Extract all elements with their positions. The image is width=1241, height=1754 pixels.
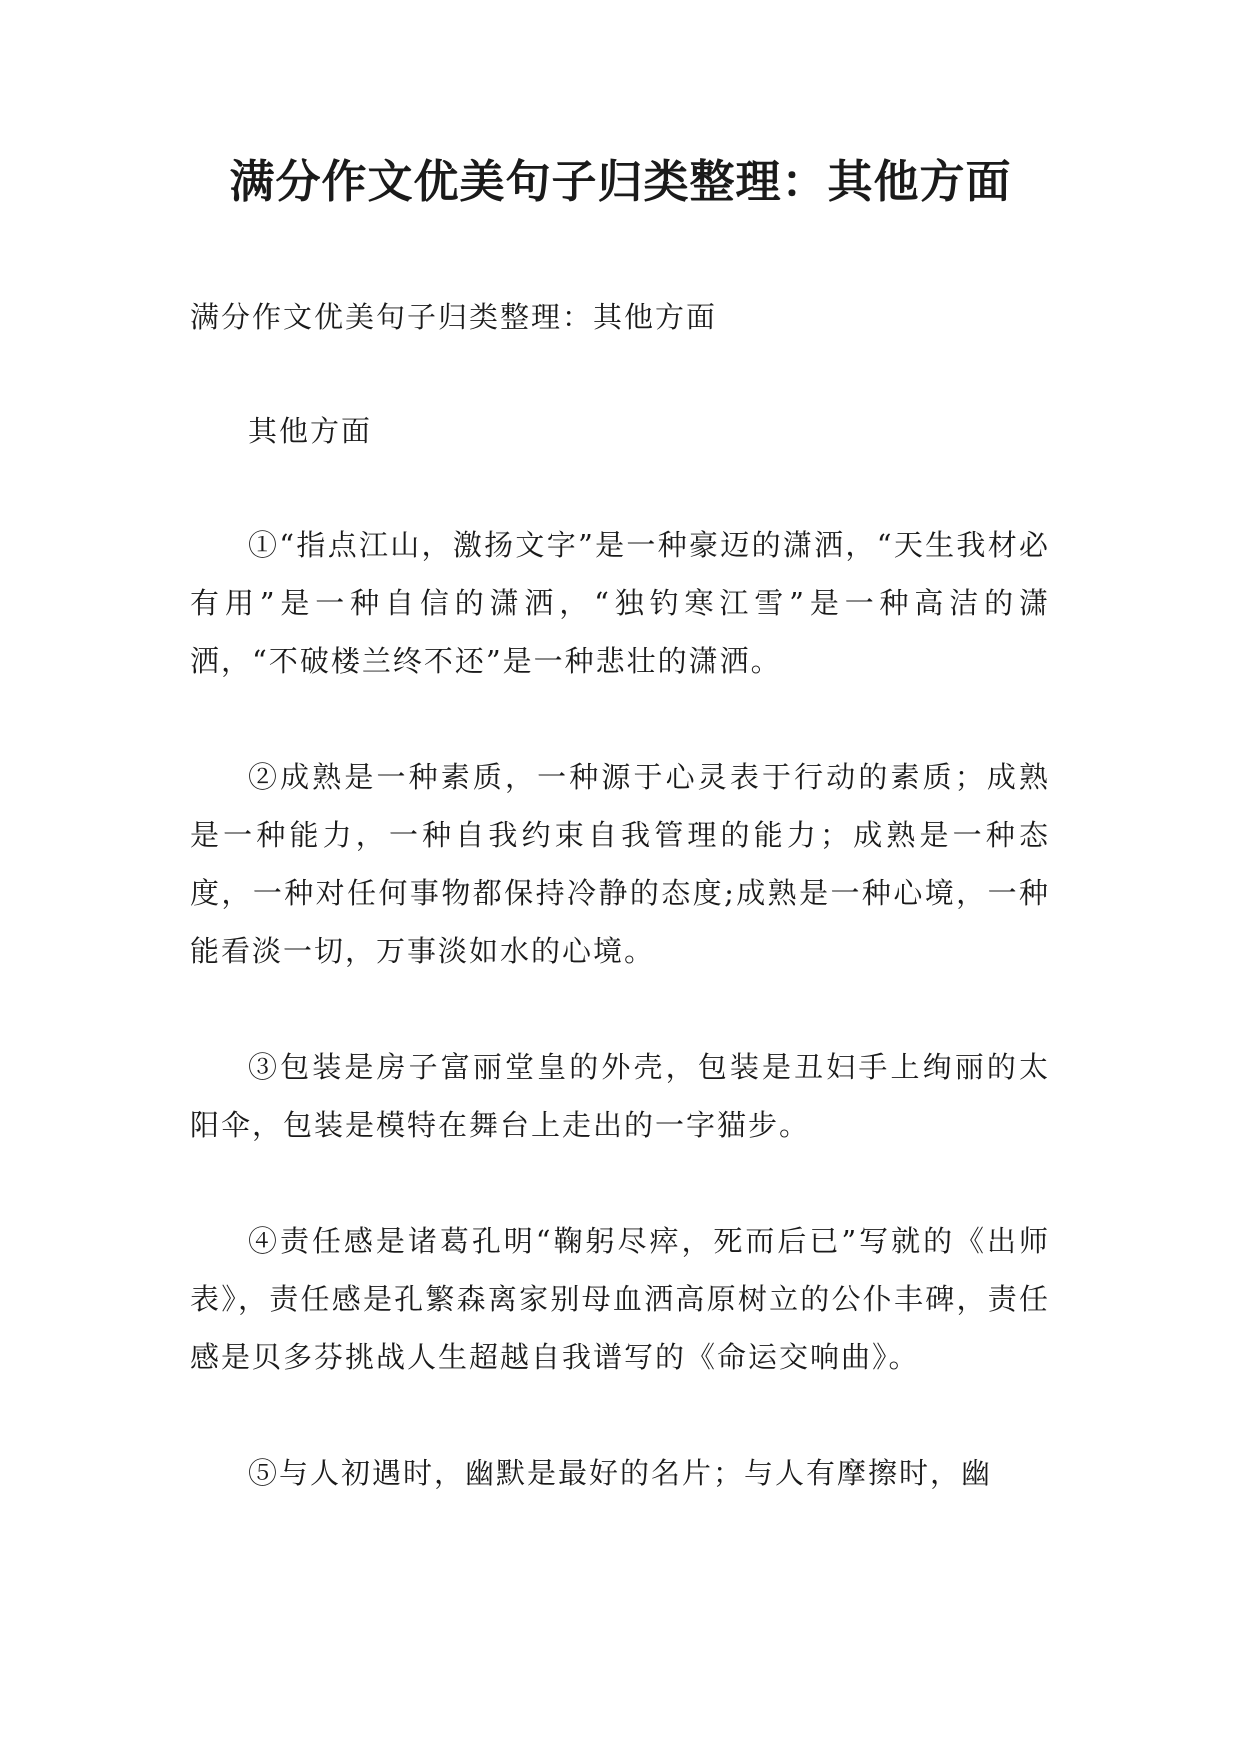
paragraph-5: ⑤与人初遇时，幽默是最好的名片；与人有摩擦时，幽 bbox=[248, 1456, 993, 1490]
paragraph-1: ①“指点江山，激扬文字”是一种豪迈的潇洒，“天生我材必有用”是一种自信的潇洒，“独钓寒江雪”是一种高洁的潇洒，“不破楼兰终不还”是一种悲壮的潇洒。 bbox=[190, 528, 1050, 678]
document-body bbox=[190, 288, 1050, 1560]
document-title: 满分作文优美句子归类整理：其他方面 bbox=[229, 155, 1012, 208]
paragraph-4: ④责任感是诸葛孔明“鞠躬尽瘁，死而后已”写就的《出师表》，责任感是孔繁森离家别母血洒高原树立的公仆丰碑，责任感是贝多芬挑战人生超越自我谱写的《命运交响曲》。 bbox=[190, 1224, 1050, 1374]
paragraph-2: ②成熟是一种素质，一种源于心灵表于行动的素质；成熟是一种能力，一种自我约束自我管理的能力；成熟是一种态度，一种对任何事物都保持冷静的态度;成熟是一种心境，一种能看淡一切，万事淡如水的心境。 bbox=[190, 760, 1050, 968]
document-subtitle: 满分作文优美句子归类整理：其他方面 bbox=[190, 300, 718, 334]
paragraph-3: ③包装是房子富丽堂皇的外壳，包装是丑妇手上绚丽的太阳伞，包装是模特在舞台上走出的一字猫步。 bbox=[190, 1050, 1050, 1142]
section-heading: 其他方面 bbox=[248, 414, 373, 448]
